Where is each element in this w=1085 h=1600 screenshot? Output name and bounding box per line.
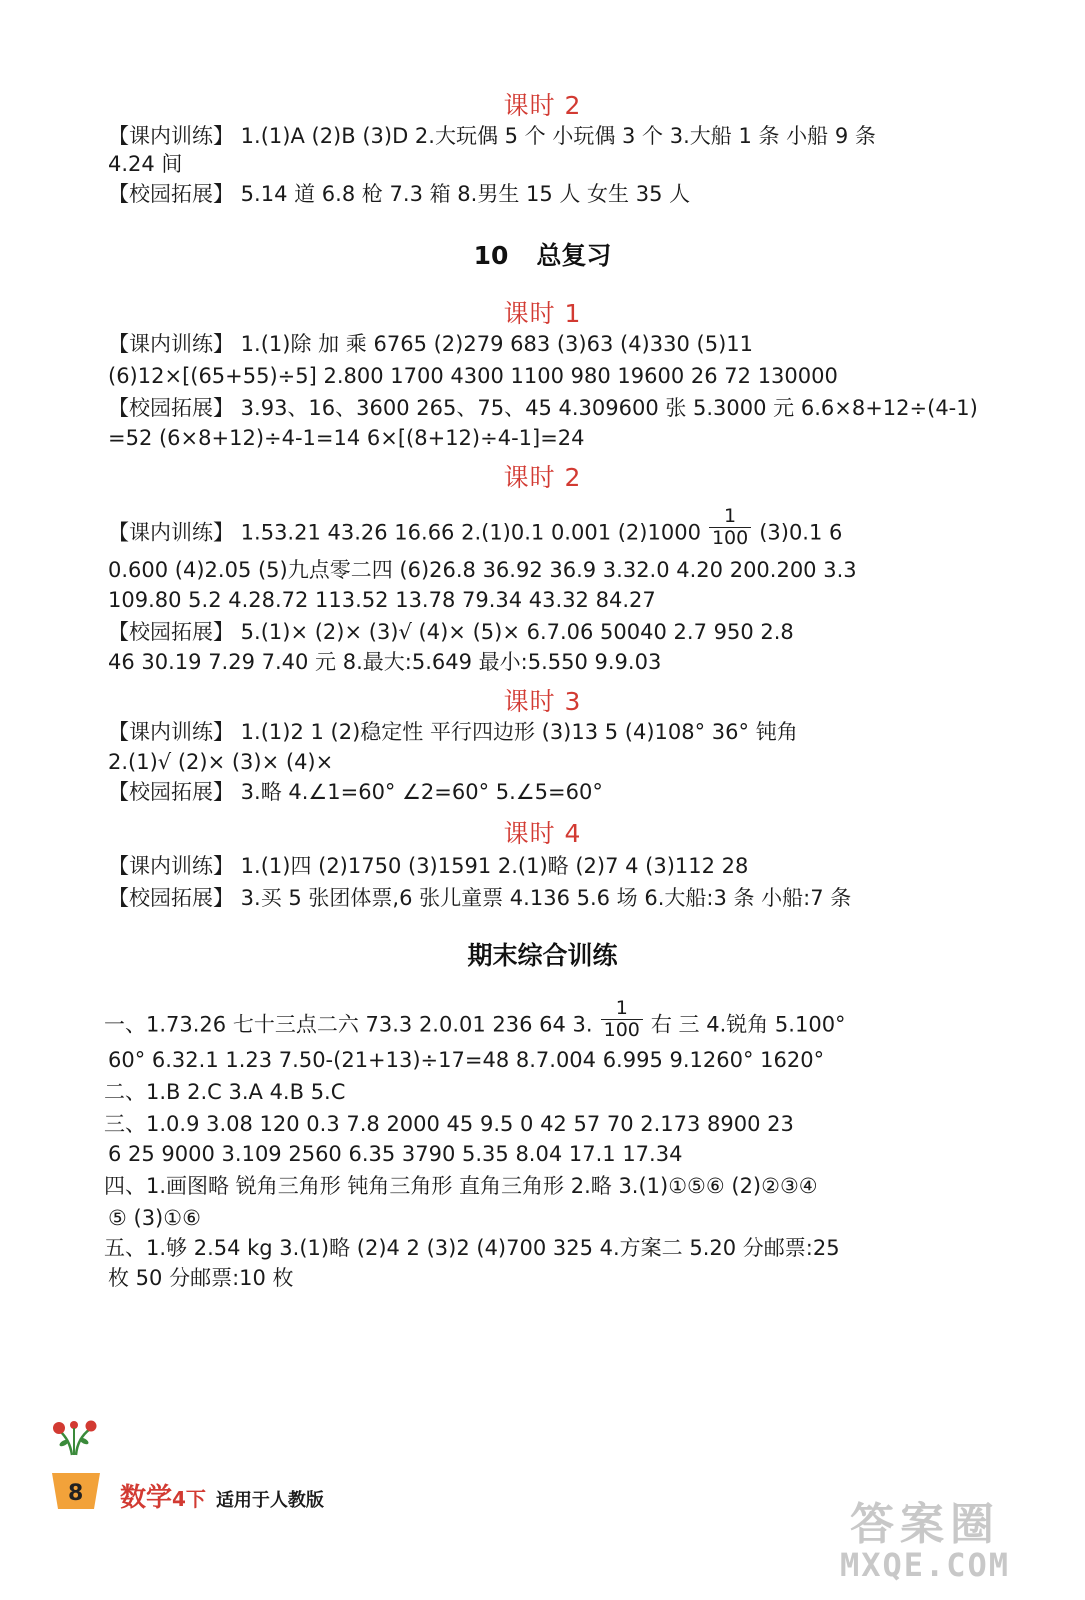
answer-line: 【校园拓展】 3.买 5 张团体票,6 张儿童票 4.136 5.6 场 6.大船:3 条 小船:7 条	[108, 886, 852, 910]
fraction-denominator: 100	[603, 1019, 640, 1041]
watermark	[795, 1482, 1055, 1592]
answer-line: 【课内训练】 1.(1)2 1 (2)稳定性 平行四边形 (3)13 5 (4)108° 36° 钝角	[108, 720, 798, 744]
answer-text: 【课内训练】 1.53.21 43.26 16.66 2.(1)0.1 0.001 (2)1000	[108, 520, 701, 545]
subject-label: 数学	[120, 1483, 173, 1513]
answer-line: 6 25 9000 3.109 2560 6.35 3790 5.35 8.04 17.1 17.34	[108, 1142, 683, 1166]
answer-line: 【校园拓展】 3.略 4.∠1=60° ∠2=60° 5.∠5=60°	[108, 780, 603, 804]
answer-line: 三、1.0.9 3.08 120 0.3 7.8 2000 45 9.5 0 42 57 70 2.173 8900 23	[104, 1112, 794, 1136]
page-footer	[50, 1435, 450, 1515]
answer-line: 五、1.够 2.54 kg 3.(1)略 (2)4 2 (3)2 (4)700 325 4.方案二 5.20 分邮票:25	[104, 1236, 840, 1260]
answer-text: 一、1.73.26 七十三点二六 73.3 2.0.01 236 64 3.	[104, 1012, 593, 1037]
fraction-numerator: 1	[709, 506, 751, 528]
lesson-heading-1: 课时 1	[503, 299, 582, 328]
unit-title: 总复习	[536, 241, 612, 270]
unit-heading	[0, 236, 1085, 272]
lesson-heading-4: 课时 4	[503, 819, 582, 848]
book-title	[120, 1477, 324, 1514]
page-number: 8	[68, 1481, 84, 1506]
final-exam-heading: 期末综合训练	[467, 941, 618, 970]
watermark-url-text: MXQE.COM	[839, 1546, 1011, 1584]
answer-line: 46 30.19 7.29 7.40 元 8.最大:5.649 最小:5.550 9.9.03	[108, 650, 662, 674]
fraction-denominator: 100	[711, 527, 749, 549]
lesson-heading-3: 课时 3	[503, 687, 582, 716]
unit-number: 10	[473, 241, 509, 270]
edition-label: 适用于人教版	[215, 1490, 324, 1511]
answer-text: 右 三 4.锐角 5.100°	[650, 1012, 846, 1037]
lesson-heading-2: 课时 2	[503, 463, 582, 492]
answer-line: 0.600 (4)2.05 (5)九点零二四 (6)26.8 36.92 36.9 3.32.0 4.20 200.200 3.3	[108, 558, 857, 582]
answer-line: 4.24 间	[108, 152, 183, 176]
answer-line: 【课内训练】 1.(1)A (2)B (3)D 2.大玩偶 5 个 小玩偶 3 个 3.大船 1 条 小船 9 条	[108, 124, 876, 148]
answer-line: 2.(1)√ (2)× (3)× (4)×	[108, 750, 334, 774]
answer-line-with-fraction	[104, 997, 846, 1047]
answer-line: 枚 50 分邮票:10 枚	[108, 1266, 294, 1290]
answer-line: 【校园拓展】 3.93、16、3600 265、75、45 4.309600 张 5.3000 元 6.6×8+12÷(4-1)	[108, 396, 978, 420]
lesson-heading-2-top: 课时 2	[503, 91, 582, 120]
answer-line: (6)12×[(65+55)÷5] 2.800 1700 4300 1100 980 19600 26 72 130000	[108, 364, 838, 388]
answer-line: 109.80 5.2 4.28.72 113.52 13.78 79.34 43.32 84.27	[108, 588, 656, 612]
fraction-numerator: 1	[601, 998, 643, 1020]
answer-line: 【课内训练】 1.(1)四 (2)1750 (3)1591 2.(1)略 (2)7 4 (3)112 28	[108, 854, 749, 878]
fraction	[709, 506, 751, 549]
answer-line: 【校园拓展】 5.(1)× (2)× (3)√ (4)× (5)× 6.7.06 50040 2.7 950 2.8	[108, 620, 794, 644]
answer-text: (3)0.1 6	[759, 520, 843, 545]
answer-line: 【校园拓展】 5.14 道 6.8 枪 7.3 箱 8.男生 15 人 女生 35 人	[108, 182, 691, 206]
watermark-top-text: 答案圈	[850, 1499, 1000, 1550]
fraction	[601, 998, 643, 1041]
answer-line: 二、1.B 2.C 3.A 4.B 5.C	[104, 1080, 346, 1104]
answer-line: 【课内训练】 1.(1)除 加 乘 6765 (2)279 683 (3)63 (4)330 (5)11	[108, 332, 753, 356]
grade-label: 4下	[172, 1487, 206, 1511]
answer-line: 四、1.画图略 锐角三角形 钝角三角形 直角三角形 2.略 3.(1)①⑤⑥ (2)②③④	[104, 1174, 818, 1198]
answer-line: ⑤ (3)①⑥	[108, 1206, 201, 1230]
answer-line: =52 (6×8+12)÷4-1=14 6×[(8+12)÷4-1]=24	[108, 426, 585, 450]
answer-line-with-fraction	[108, 505, 843, 555]
answer-line: 60° 6.32.1 1.23 7.50-(21+13)÷17=48 8.7.004 6.995 9.1260° 1620°	[108, 1048, 825, 1072]
